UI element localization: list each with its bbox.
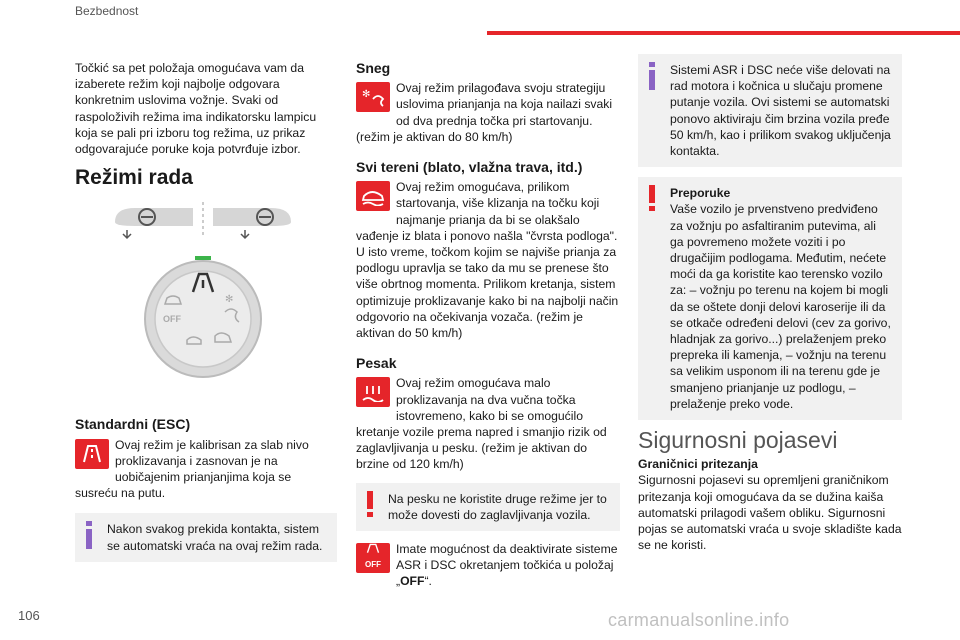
column-3 [638, 60, 902, 553]
info-note-asr [638, 54, 902, 167]
recommendation-title: Preporuke [670, 186, 731, 201]
info-icon [85, 521, 93, 549]
allterrain-mode-icon [356, 181, 390, 211]
off-paragraph: Imate mogućnost da deaktivirate sisteme ASR i DSC okretanjem točkića u položaj „OFF“. [396, 542, 618, 589]
page-number: 106 [18, 608, 40, 623]
recommendation-text: Vaše vozilo je prvenstveno predviđeno za vožnju po asfaltiranim putevima, ali ga povremeno možete voziti i po drugačijim podlogama. Međutim, nećete moći da ga koristite kao terensko vozilo za: – vožnju po terenu na kojem bi mogli da se oštete donji delovi karoserije ili da se otkače određeni delovi (cev za gorivo, hladnjak za gorivo...) prelaženjem preko prepreka ili kamenja, – vožnju na terenu sa velikim usponom ili na terenu gde je smanjeno prianjanje uz podlogu, – prelaženje preko vode. [670, 202, 891, 411]
standard-heading: Standardni (ESC) [75, 416, 191, 433]
watermark: carmanualsonline.info [608, 610, 790, 630]
svg-text:✻: ✻ [362, 89, 371, 101]
snow-mode-icon [356, 82, 390, 112]
info-icon [648, 62, 656, 90]
allterrain-paragraph: Ovaj režim omogućava, prilikom startovanja, više klizanja na točku koji najmanje prianja da bi se olakšalo vađenje iz blata i ponovo našla "čvrsta podloga". U isto vreme, točkom kojim se najviše prianja za podlogu upravlja se tako da mu se prenese što više obrtnog momenta. Prilikom kretanja, sistem optimizuje proklizavanje kako bi na najbolji način odgovorio na očekivanja vozača. (režim je aktivan do 50 km/h) [356, 180, 619, 341]
off-icon-label: OFF [365, 559, 381, 569]
warning-note-text: Na pesku ne koristite druge režime jer to može dovesti do zaglavljivanja vozila. [388, 491, 607, 522]
off-mode-icon [356, 543, 390, 573]
dial-illustration [75, 194, 337, 412]
column-2 [356, 60, 620, 590]
recommendation-note [638, 177, 902, 420]
svg-text:✻: ✻ [225, 294, 234, 306]
info-note-text: Nakon svakog prekida kontakta, sistem se automatski vraća na ovaj režim rada. [107, 522, 323, 553]
dial-off-label: OFF [163, 314, 181, 325]
section-header: Bezbednost [75, 4, 139, 18]
snow-heading: Sneg [356, 60, 391, 76]
intro-paragraph: Točkić sa pet položaja omogućava vam da izaberete režim koji najbolje odgovara konkretnim uslovima vožnje. Svaki od raspoloživih režima ima indikatorsku lampicu koja se pali pri izboru tog režima, uz prikaz odgovarajuće poruke koja potvrđuje izbor. [75, 61, 317, 157]
standard-paragraph: Ovaj režim je kalibrisan za slab nivo proklizavanja i zasnovan je na uobičajenim prianjanjima koja se susreću na putu. [75, 437, 309, 501]
sand-mode-icon [356, 377, 390, 407]
esc-icon [75, 439, 109, 469]
sand-heading: Pesak [356, 355, 397, 372]
column-1 [75, 60, 337, 562]
info-note [75, 513, 337, 561]
asr-note-text: Sistemi ASR i DSC neće više delovati na rad motora i kočnica u slučaju promene putanje vozila. Ovi sistemi se automatski ponovo aktiviraju čim brzina vozila pređe 50 km/h, kao i prilikom svakog uključenja kontakta. [670, 63, 891, 159]
snow-paragraph: Ovaj režim prilagođava svoju strategiju uslovima prianjanja na koja nailazi svaki od dva prednja točka pri startovanju. (režim je aktivan do 80 km/h) [356, 81, 613, 144]
allterrain-heading: Svi tereni (blato, vlažna trava, itd.) [356, 159, 583, 176]
sand-paragraph: Ovaj režim omogućava malo proklizavanja na dva vučna točka istovremeno, kako bi se omogućilo kretanje vozile prema napred i smanjio rizik od zaglavljivanja u pesku. (režim je aktivan do brzine od 120 km/h) [356, 376, 607, 472]
modes-heading: Režimi rada [75, 166, 193, 190]
warning-note [356, 483, 620, 531]
warning-exclamation-icon [648, 185, 656, 211]
limiter-paragraph: Sigurnosni pojasevi su opremljeni graničnikom pritezanja koji omogućava da se dužina kaiša automatski prilagodi vašem obliku. Sigurnosni pojas se automatski vraća u svoje skladište kada se ne koristi. [638, 473, 902, 553]
seatbelts-heading: Sigurnosni pojasevi [638, 427, 838, 454]
limiter-heading: Graničnici pritezanja [638, 457, 758, 472]
warning-exclamation-icon [366, 491, 374, 517]
header-accent-bar [487, 31, 960, 35]
